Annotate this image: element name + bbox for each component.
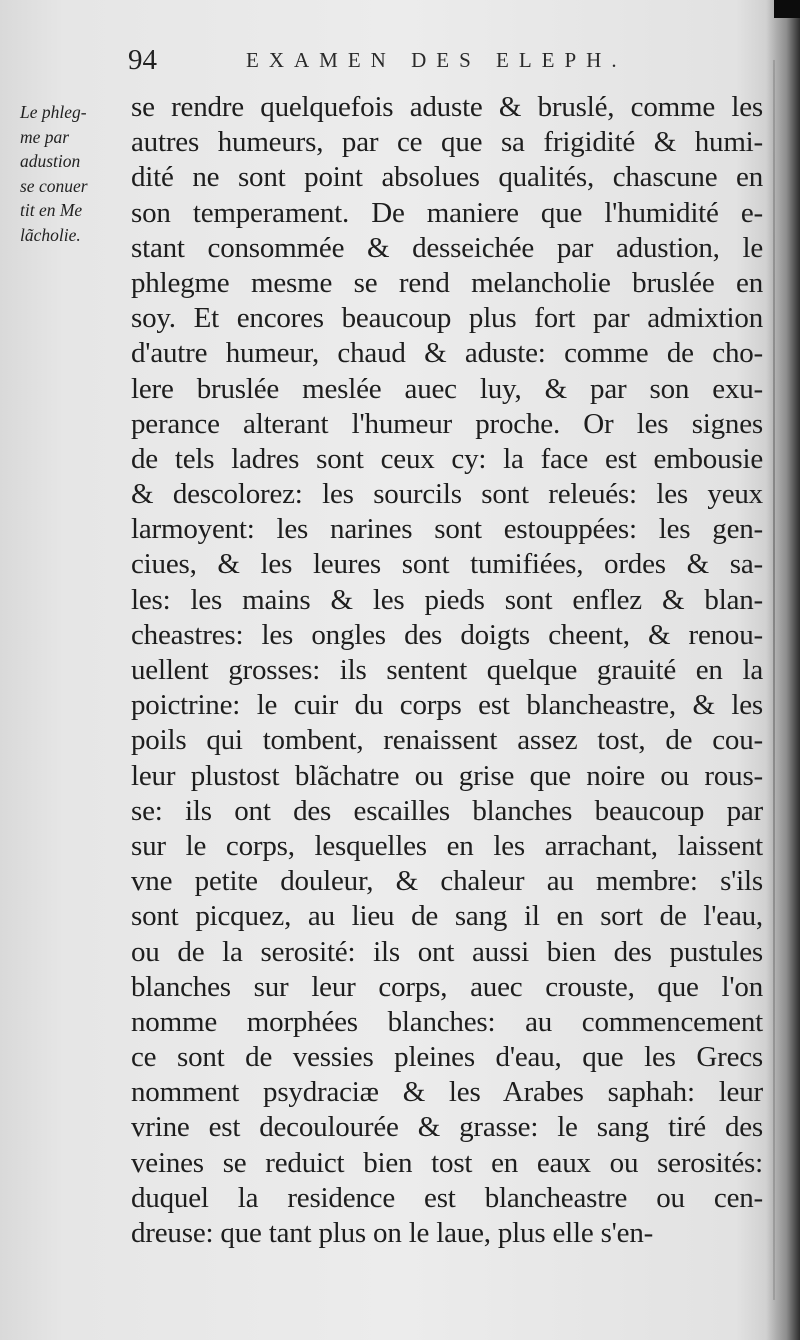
text-line: vne petite douleur, & chaleur au membre: s'ils: [131, 865, 763, 898]
text-line: dreuse: que tant plus on le laue, plus elle s'en-: [131, 1217, 654, 1249]
text-line: sur le corps, lesquelles en les arrachant, laissent: [131, 829, 763, 862]
text-line: autres humeurs, par ce que sa frigidité & humi-: [131, 126, 763, 159]
page-number: 94: [128, 44, 157, 76]
page-corner-shadow: [774, 0, 800, 18]
margin-note-line: Le phleg-: [20, 102, 87, 122]
text-line: lere bruslée meslée auec luy, & par son exu-: [131, 372, 763, 405]
margin-note-line: se conuer: [20, 175, 88, 196]
text-line: larmoyent: les narines sont estouppées: les gen-: [131, 513, 763, 546]
text-line: stant consommée & desseichée par adustion, le: [131, 231, 763, 264]
gutter-rule: [773, 60, 775, 1300]
text-line: nomment psydraciæ & les Arabes saphah: leur: [131, 1076, 763, 1109]
text-line: son temperament. De maniere que l'humidité e-: [131, 196, 763, 229]
margin-note: [20, 100, 128, 247]
text-line: de tels ladres sont ceux cy: la face est embousie: [131, 442, 763, 475]
running-title: EXAMEN DES ELEPH.: [246, 48, 627, 72]
text-line: blanches sur leur corps, auec crouste, que l'on: [131, 970, 763, 1003]
text-line: poictrine: le cuir du corps est blancheastre, & les: [131, 689, 763, 722]
text-line: se rendre quelquefois aduste & bruslé, comme les: [131, 91, 763, 123]
text-line: vrine est decoulourée & grasse: le sang tiré des: [131, 1111, 763, 1144]
body-text: [131, 90, 763, 1251]
text-line: dité ne sont point absolues qualités, chascune en: [131, 161, 763, 194]
margin-note-line: adustion: [20, 151, 81, 171]
text-line: & descolorez: les sourcils sont releués: les yeux: [131, 478, 763, 511]
text-line: les: les mains & les pieds sont enflez & blan-: [131, 583, 763, 616]
text-line: se: ils ont des escailles blanches beaucoup par: [131, 794, 763, 827]
text-line: leur plustost blãchatre ou grise que noire ou rous-: [131, 759, 763, 792]
text-line: poils qui tombent, renaissent assez tost, de cou-: [131, 724, 763, 757]
margin-note-line: me par: [20, 126, 70, 147]
text-line: duquel la residence est blancheastre ou cen-: [131, 1181, 763, 1214]
text-line: ce sont de vessies pleines d'eau, que les Grecs: [131, 1041, 763, 1074]
text-line: veines se reduict bien tost en eaux ou serosités:: [131, 1146, 763, 1179]
text-line: uellent grosses: ils sentent quelque grauité en la: [131, 654, 763, 686]
text-line: cheastres: les ongles des doigts cheent, & renou-: [131, 618, 763, 651]
text-line: perance alterant l'humeur proche. Or les signes: [131, 407, 763, 440]
page-header: [128, 40, 668, 80]
text-line: soy. Et encores beaucoup plus fort par admixtion: [131, 302, 763, 335]
text-line: sont picquez, au lieu de sang il en sort de l'eau,: [131, 900, 763, 933]
margin-note-line: lãcholie.: [20, 224, 81, 245]
text-line: ou de la serosité: ils ont aussi bien des pustules: [131, 935, 763, 968]
text-line: nomme morphées blanches: au commencement: [131, 1005, 763, 1038]
text-line: phlegme mesme se rend melancholie bruslée en: [131, 266, 763, 299]
text-line: ciues, & les leures sont tumifiées, ordes & sa-: [131, 548, 763, 581]
margin-note-line: tit en Me: [20, 200, 83, 220]
page-binding-shadow: [766, 0, 800, 1340]
text-line: d'autre humeur, chaud & aduste: comme de cho-: [131, 337, 763, 370]
